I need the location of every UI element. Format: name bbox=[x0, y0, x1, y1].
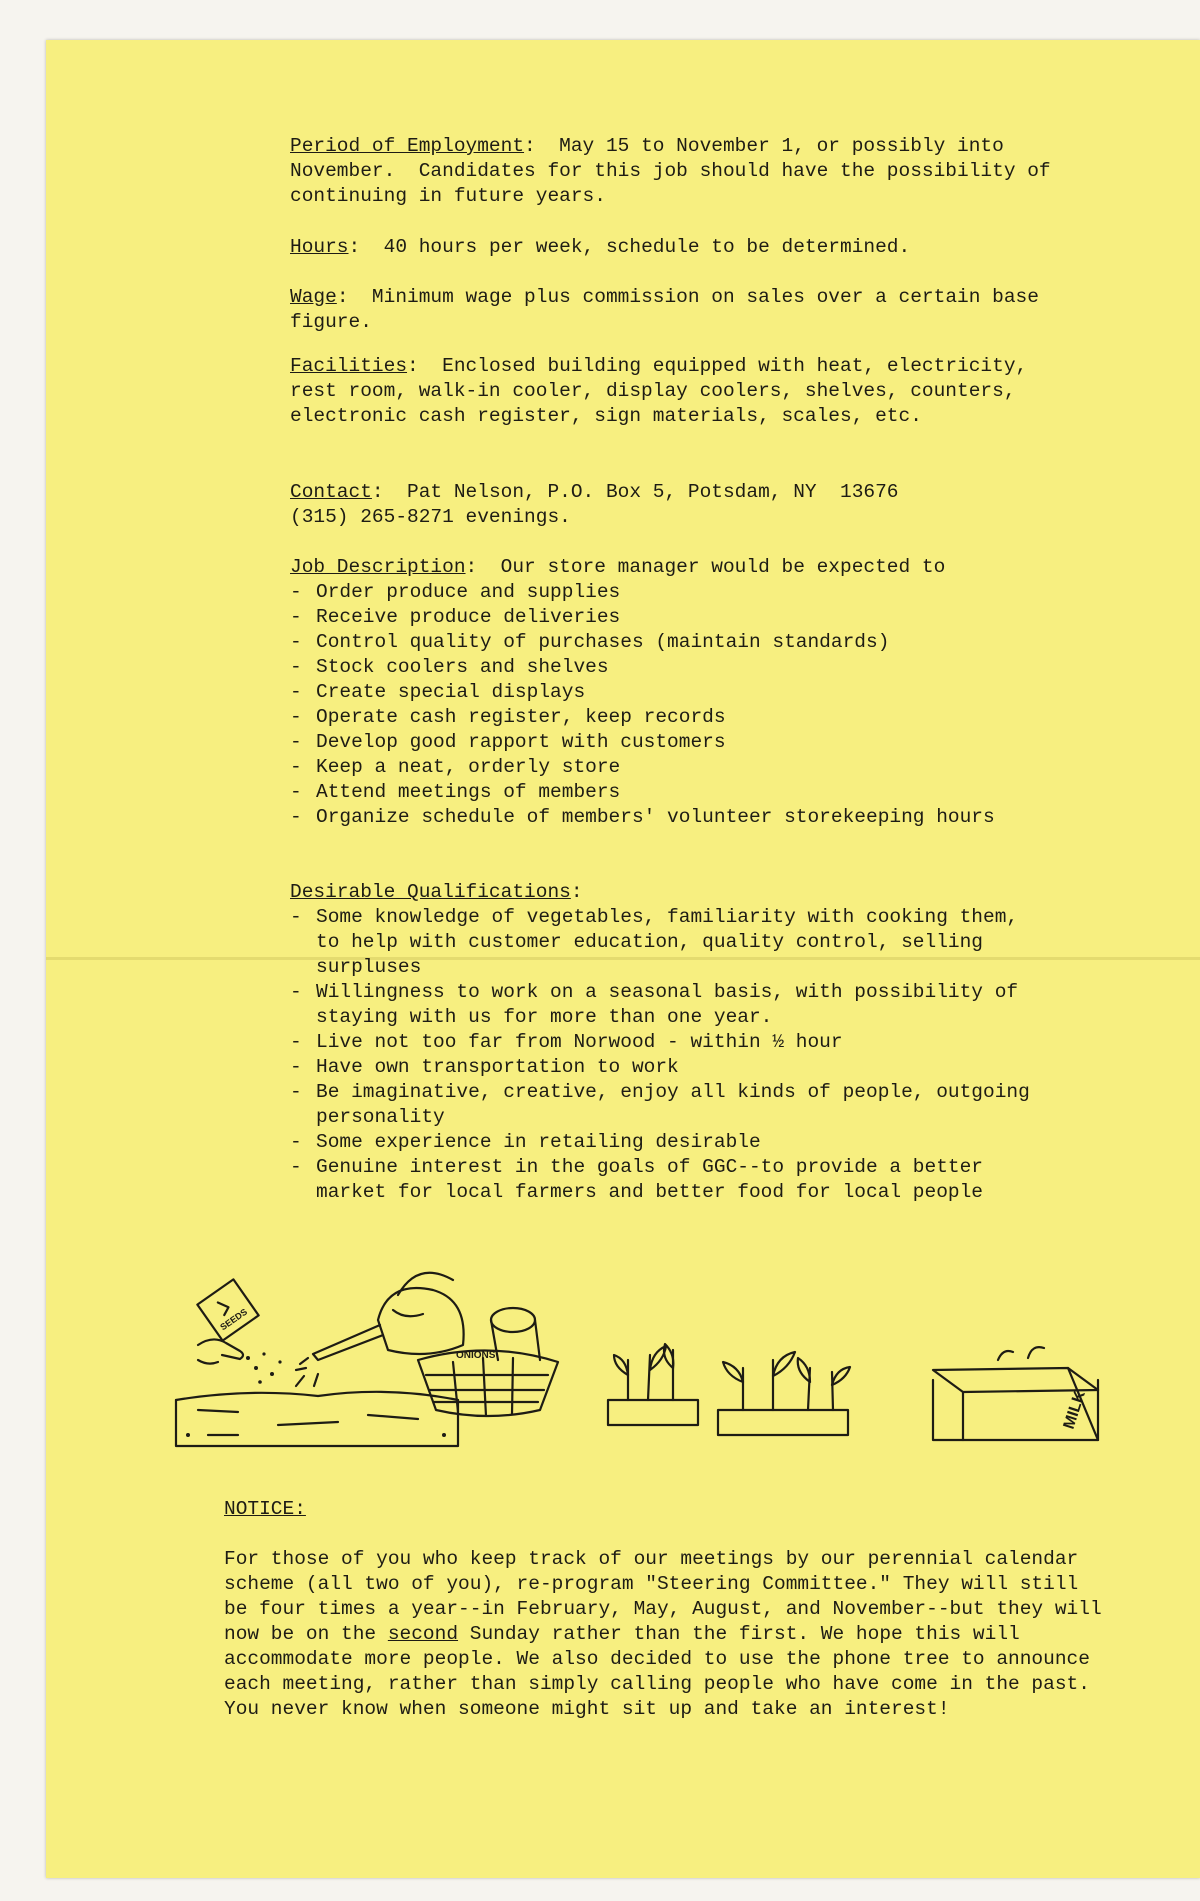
list-item: - Develop good rapport with customers bbox=[290, 730, 1070, 755]
seeds-label: SEEDS bbox=[218, 1306, 250, 1333]
notice-emphasis: second bbox=[387, 1623, 459, 1645]
list-item: - Control quality of purchases (maintain standards) bbox=[290, 630, 1070, 655]
hours-label: Hours bbox=[290, 236, 349, 258]
job-description-label: Job Description bbox=[290, 556, 466, 578]
list-item: - Operate cash register, keep records bbox=[290, 705, 1070, 730]
planter-box-icon bbox=[176, 1392, 458, 1446]
period-of-employment: Period of Employment: May 15 to November 1, or possibly into November. Candidates for this job should have the possibility of continuing in future years. bbox=[290, 135, 1063, 207]
list-item: - Receive produce deliveries bbox=[290, 605, 1070, 630]
wage-section: Wage: Minimum wage plus commission on sales over a certain base figure. bbox=[290, 286, 1051, 333]
job-duties-list bbox=[290, 580, 1070, 830]
qualifications-section: Desirable Qualifications: - Some knowledge of vegetables, familiarity with cooking them, to help with customer education, quality control, selling surpluses - Willingness to work on a seasonal basis, with possibility of staying with us for more than one year. - Live not too far from Norwood - within ½ hour - Have own transportation to work - Be imaginative, creative, enjoy all kinds of people, outgoing personality - Some experience in retailing desirable - Genuine interest in the goals of GGC--to provide a better market for local farmers and better food for local people bbox=[290, 880, 1050, 1205]
notice-section bbox=[224, 1497, 1104, 1722]
list-item: - Keep a neat, orderly store bbox=[290, 755, 1070, 780]
milk-label: MILK bbox=[1060, 1388, 1089, 1432]
contact-line2: (315) 265-8271 evenings. bbox=[290, 506, 571, 528]
yellow-sheet bbox=[46, 40, 1200, 1878]
list-item: - Stock coolers and shelves bbox=[290, 655, 1070, 680]
onion-basket-icon bbox=[418, 1308, 558, 1416]
seed-packet-icon bbox=[197, 1279, 258, 1340]
facilities-text: Enclosed building equipped with heat, electricity, rest room, walk-in cooler, display coolers, shelves, counters, electronic cash register, sign materials, scales, etc. bbox=[290, 355, 1039, 427]
list-item: - Order produce and supplies bbox=[290, 580, 1070, 605]
notice-text-after: Sunday rather than the first. We hope this will accommodate more people. We also decided to use the phone tree to announce each meeting, rather than simply calling people who have come in the past. You never know when someone might sit up and take an interest! bbox=[224, 1623, 1090, 1720]
list-item: - Some knowledge of vegetables, familiarity with cooking them, to help with customer education, quality control, selling surpluses bbox=[290, 905, 1050, 980]
onions-label: ONIONS bbox=[456, 1350, 496, 1361]
list-item: - Live not too far from Norwood - within ½ hour bbox=[290, 1030, 1050, 1055]
watering-can-icon bbox=[296, 1273, 464, 1386]
job-description-intro: Our store manager would be expected to bbox=[500, 556, 946, 578]
job-description-section: Job Description: Our store manager would be expected to - Order produce and supplies - Receive produce deliveries - Control quality of purchases (maintain standards) - Stock coolers and shelves - Create special displays - Operate cash register, keep records - Develop good rapport with customers - Keep a neat, orderly store - Attend meetings of members - Organize schedule of members' volunteer storekeeping hours bbox=[290, 555, 1070, 830]
notice-title: NOTICE: bbox=[224, 1498, 306, 1520]
seedlings-icon bbox=[608, 1344, 850, 1435]
facilities-label: Facilities bbox=[290, 355, 408, 377]
falling-seeds-icon bbox=[246, 1352, 282, 1383]
garden-illustration bbox=[168, 1250, 1108, 1470]
hours-section: Hours: 40 hours per week, schedule to be determined. bbox=[290, 236, 911, 258]
list-item: - Organize schedule of members' volunteer storekeeping hours bbox=[290, 805, 1070, 830]
period-text: May 15 to November 1, or possibly into November. Candidates for this job should have the possibility of continuing in future years. bbox=[290, 135, 1063, 207]
notice-text bbox=[224, 1547, 1104, 1722]
list-item: - Have own transportation to work bbox=[290, 1055, 1050, 1080]
list-item: - Be imaginative, creative, enjoy all kinds of people, outgoing personality bbox=[290, 1080, 1050, 1130]
hours-text: 40 hours per week, schedule to be determined. bbox=[383, 236, 911, 258]
wage-text: Minimum wage plus commission on sales over a certain base figure. bbox=[290, 286, 1051, 333]
contact-label: Contact bbox=[290, 481, 372, 503]
list-item: - Some experience in retailing desirable bbox=[290, 1130, 1050, 1155]
list-item: - Willingness to work on a seasonal basis, with possibility of staying with us for more than one year. bbox=[290, 980, 1050, 1030]
list-item: - Genuine interest in the goals of GGC--to provide a better market for local farmers and better food for local people bbox=[290, 1155, 1050, 1205]
period-label: Period of Employment bbox=[290, 135, 525, 157]
milk-carton-icon bbox=[933, 1347, 1098, 1440]
notice-text-before: For those of you who keep track of our meetings by our perennial calendar scheme (all two of you), re-program "Steering Committee." They will still be four times a year--in February, May, August, and November--but they will now be on the bbox=[224, 1548, 1102, 1645]
facilities-section: Facilities: Enclosed building equipped with heat, electricity, rest room, walk-in cooler, display coolers, shelves, counters, electronic cash register, sign materials, scales, etc. bbox=[290, 355, 1039, 427]
hand-icon bbox=[198, 1339, 243, 1363]
qualifications-label: Desirable Qualifications bbox=[290, 881, 571, 903]
contact-line1: Pat Nelson, P.O. Box 5, Potsdam, NY 13676 bbox=[407, 481, 899, 503]
qualifications-list bbox=[290, 905, 1050, 1205]
contact-section: Contact: Pat Nelson, P.O. Box 5, Potsdam, NY 13676 (315) 265-8271 evenings. bbox=[290, 480, 1070, 530]
wage-label: Wage bbox=[290, 286, 337, 308]
list-item: - Create special displays bbox=[290, 680, 1070, 705]
list-item: - Attend meetings of members bbox=[290, 780, 1070, 805]
